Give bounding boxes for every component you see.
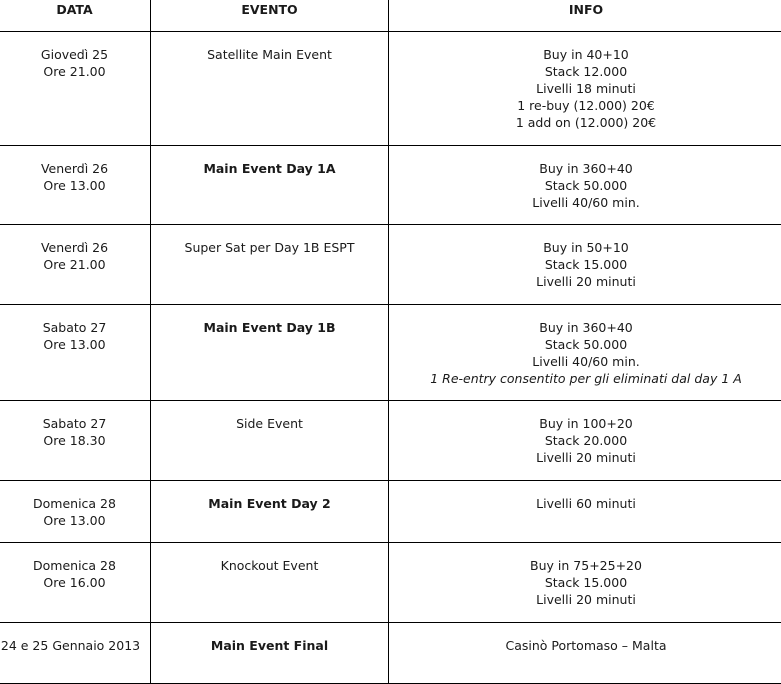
date-day: 24 e 25 Gennaio 2013 [0, 637, 150, 654]
info-cell [389, 481, 781, 543]
info-cell [389, 225, 781, 305]
event-name: Side Event [151, 415, 388, 432]
date-day: Sabato 27 [0, 319, 150, 336]
info-line: Buy in 75+25+20 [389, 557, 781, 574]
table-row [0, 401, 781, 481]
event-cell [151, 32, 389, 146]
table-row [0, 146, 781, 225]
table-row [0, 32, 781, 146]
info-cell [389, 623, 781, 684]
info-cell [389, 32, 781, 146]
table-row [0, 225, 781, 305]
event-name: Main Event Day 1B [151, 319, 388, 336]
info-line: Livelli 40/60 min. [389, 194, 781, 211]
date-time: Ore 13.00 [0, 177, 150, 194]
date-time: Ore 21.00 [0, 256, 150, 273]
info-line: Buy in 100+20 [389, 415, 781, 432]
header-info: INFO [389, 0, 781, 32]
date-time: Ore 13.00 [0, 512, 150, 529]
date-day: Venerdì 26 [0, 239, 150, 256]
info-line: Stack 15.000 [389, 574, 781, 591]
info-line: Stack 50.000 [389, 177, 781, 194]
info-line: Buy in 360+40 [389, 160, 781, 177]
event-name: Main Event Final [151, 637, 388, 654]
info-line: Livelli 18 minuti [389, 80, 781, 97]
date-cell [0, 32, 151, 146]
event-name: Satellite Main Event [151, 46, 388, 63]
date-time: Ore 18.30 [0, 432, 150, 449]
info-line: 1 re-buy (12.000) 20€ [389, 97, 781, 114]
info-line: Buy in 40+10 [389, 46, 781, 63]
info-line: Stack 50.000 [389, 336, 781, 353]
date-day: Giovedì 25 [0, 46, 150, 63]
date-time: Ore 13.00 [0, 336, 150, 353]
table-row [0, 543, 781, 623]
date-cell [0, 481, 151, 543]
info-line: Livelli 20 minuti [389, 591, 781, 608]
info-line: 1 add on (12.000) 20€ [389, 114, 781, 131]
date-cell [0, 305, 151, 401]
event-cell [151, 146, 389, 225]
date-cell [0, 146, 151, 225]
info-line: Livelli 20 minuti [389, 449, 781, 466]
date-day: Sabato 27 [0, 415, 150, 432]
date-day: Domenica 28 [0, 557, 150, 574]
date-cell [0, 623, 151, 684]
event-cell [151, 481, 389, 543]
event-cell [151, 401, 389, 481]
event-cell [151, 225, 389, 305]
event-name: Main Event Day 1A [151, 160, 388, 177]
event-cell [151, 543, 389, 623]
header-evento: EVENTO [151, 0, 389, 32]
info-cell [389, 543, 781, 623]
date-time: Ore 16.00 [0, 574, 150, 591]
info-cell [389, 146, 781, 225]
info-line: Buy in 50+10 [389, 239, 781, 256]
info-line: Buy in 360+40 [389, 319, 781, 336]
event-name: Main Event Day 2 [151, 495, 388, 512]
date-day: Domenica 28 [0, 495, 150, 512]
event-cell [151, 305, 389, 401]
date-cell [0, 401, 151, 481]
info-line: Livelli 40/60 min. [389, 353, 781, 370]
event-name: Knockout Event [151, 557, 388, 574]
info-line: Stack 20.000 [389, 432, 781, 449]
info-line: Stack 12.000 [389, 63, 781, 80]
header-row [0, 0, 781, 32]
event-cell [151, 623, 389, 684]
info-line: Casinò Portomaso – Malta [389, 637, 781, 654]
date-day: Venerdì 26 [0, 160, 150, 177]
info-line: Livelli 60 minuti [389, 495, 781, 512]
event-name: Super Sat per Day 1B ESPT [151, 239, 388, 256]
info-note: 1 Re-entry consentito per gli eliminati dal day 1 A [389, 370, 781, 387]
date-cell [0, 543, 151, 623]
table-row [0, 623, 781, 684]
date-cell [0, 225, 151, 305]
info-line: Stack 15.000 [389, 256, 781, 273]
info-line: Livelli 20 minuti [389, 273, 781, 290]
table-row [0, 305, 781, 401]
table-row [0, 481, 781, 543]
info-cell [389, 305, 781, 401]
info-cell [389, 401, 781, 481]
header-data: DATA [0, 0, 151, 32]
date-time: Ore 21.00 [0, 63, 150, 80]
